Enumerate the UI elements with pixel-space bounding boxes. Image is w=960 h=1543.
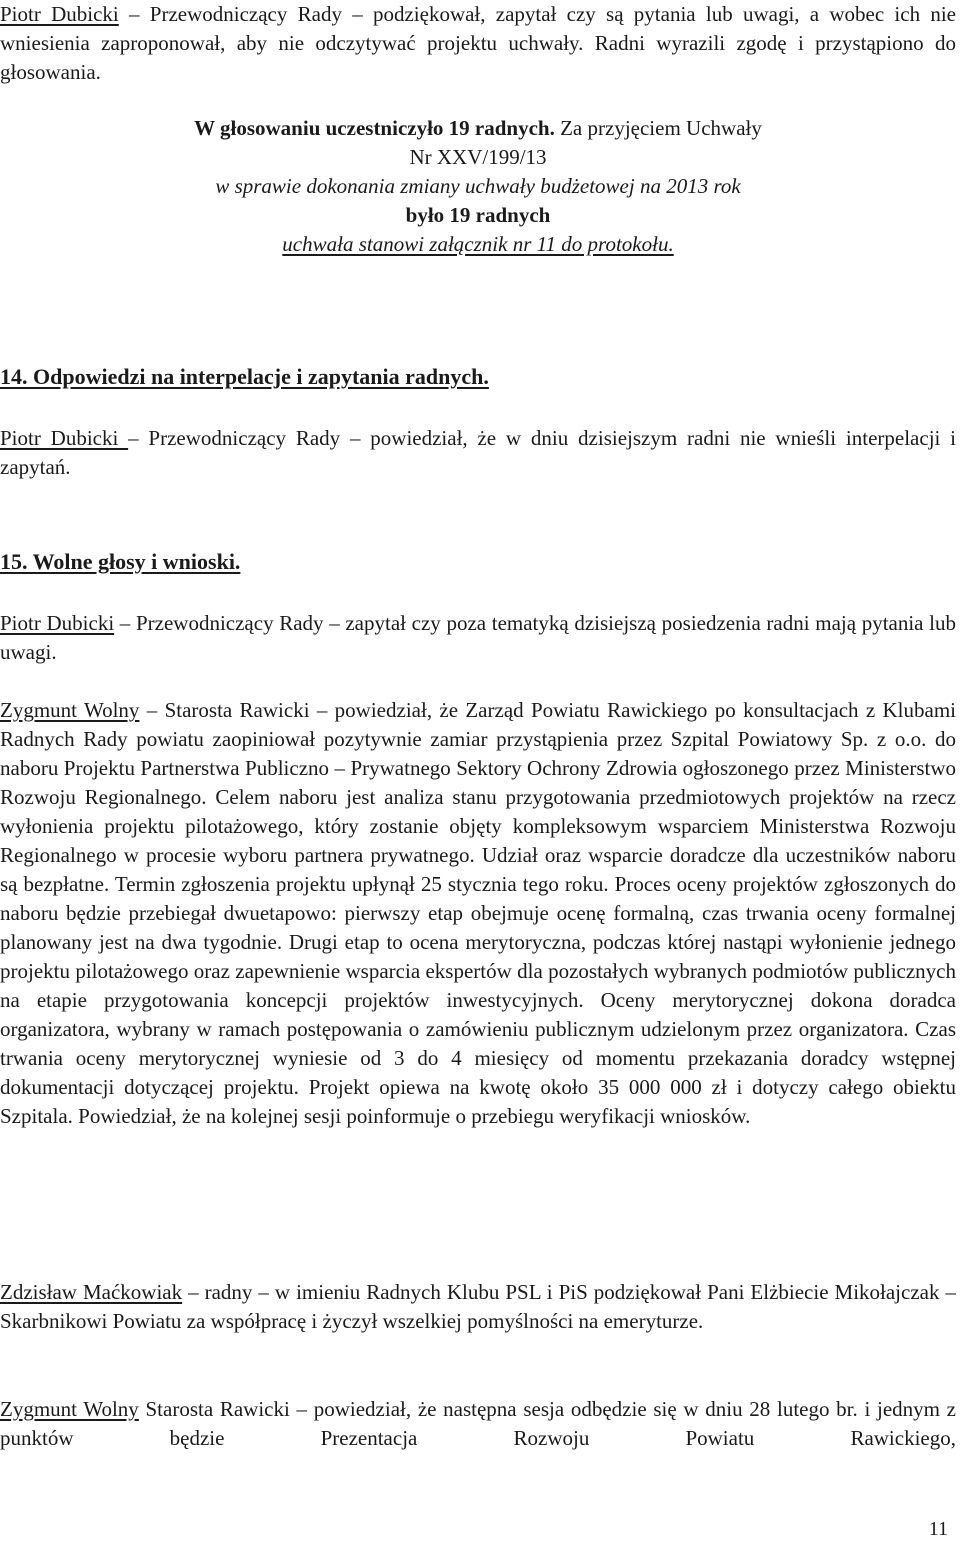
speaker-name: Zygmunt Wolny (0, 1397, 139, 1421)
speaker-name: Piotr Dubicki (0, 611, 115, 635)
speaker-name: Zygmunt Wolny (0, 698, 140, 722)
paragraph-text: Starosta Rawicki – powiedział, że następna sesja odbędzie się w dniu 28 lutego br. i jednym z punktów będzie Prezentacja Rozwoju Powiatu Rawickiego, (0, 1397, 957, 1450)
paragraph-text: – Starosta Rawicki – powiedział, że Zarząd Powiatu Rawickiego po konsultacjach z Klubami Radnych Rady powiatu zaopiniował pozytywnie zamiar przystąpienia przez Szpital Powiatowy Sp. z o.o. do naboru Projektu Partnerstwa Publiczno – Prywatnego Sektory Ochrony Zdrowia ogłoszonego przez Ministerstwo Rozwoju Regionalnego. Celem naboru jest analiza stanu przygotowania przedmiotowych projektów na rzecz wyłonienia projektu pilotażowego, który zostanie objęty kompleksowym wsparciem Ministerstwa Rozwoju Regionalnego w procesie wyboru partnera prywatnego. Udział oraz wsparcie doradcze dla uczestników naboru są bezpłatne. Termin zgłoszenia projektu upłynął 25 stycznia tego roku. Proces oceny projektów zgłoszonych do naboru będzie przebiegał dwuetapowo: pierwszy etap obejmuje ocenę formalną, czas trwania oceny formalnej planowany jest na dwa tygodnie. Drugi etap to ocena merytoryczna, podczas której nastąpi wyłonienie jednego projektu pilotażowego oraz zapewnienie wsparcia ekspertów dla pozostałych wybranych podmiotów publicznych na etapie przygotowania koncepcji projektów inwestycyjnych. Oceny merytorycznej dokona doradca organizatora, wybrany w ramach postępowania o zamówieniu publicznym udzielonym przez organizatora. Czas trwania oceny merytorycznej wyniesie od 3 do 4 miesięcy od momentu przekazania doradcy wstępnej dokumentacji dotyczącej projektu. Projekt opiewa na kwotę około 35 000 000 zł i dotyczy całego obiektu Szpitala. Powiedział, że na kolejnej sesji poinformuje o przebiegu weryfikacji wniosków. (0, 698, 956, 1128)
paragraph-wolny-next-session (0, 1395, 956, 1453)
paragraph-dubicki-interpellations: Piotr Dubicki – Przewodniczący Rady – powiedział, że w dniu dzisiejszym radni nie wnieśli interpelacji i zapytań. (0, 426, 957, 479)
vote-result-block (0, 114, 956, 259)
section-heading-15: 15. Wolne głosy i wnioski. (0, 549, 241, 574)
paragraph-dubicki-questions (0, 609, 956, 667)
speaker-name: Piotr Dubicki (0, 2, 119, 26)
vote-line-participants: W głosowaniu uczestniczyło 19 radnych. Za przyjęciem Uchwały (194, 116, 762, 140)
page-number: 11 (928, 1518, 948, 1540)
section-heading-14: 14. Odpowiedzi na interpelacje i zapytania radnych. (0, 364, 489, 389)
paragraph-wolny-hospital-project (0, 696, 956, 1131)
resolution-number: Nr XXV/199/13 (409, 145, 547, 169)
paragraph-text: – Przewodniczący Rady – zapytał czy poza tematyką dzisiejszą posiedzenia radni mają pytania lub uwagi. (0, 611, 956, 664)
paragraph-text: – Przewodniczący Rady – podziękował, zapytał czy są pytania lub uwagi, a wobec ich nie wniesienia zaproponował, aby nie odczytywać projektu uchwały. Radni wyrazili zgodę i przystąpiono do głosowania. (0, 2, 956, 84)
paragraph-text: Przewodniczący Rady – powiedział, że w dniu dzisiejszym radni nie wnieśli interpelacji i zapytań. (0, 426, 957, 479)
paragraph-dubicki-vote-intro (0, 0, 956, 87)
resolution-title: w sprawie dokonania zmiany uchwały budżetowej na 2013 rok (215, 174, 741, 198)
speaker-name: Piotr Dubicki (0, 426, 129, 450)
paragraph-mackowiak-thanks (0, 1278, 956, 1336)
vote-count: było 19 radnych (405, 203, 551, 227)
attachment-note: uchwała stanowi załącznik nr 11 do protokołu. (282, 232, 674, 256)
speaker-name: Zdzisław Maćkowiak (0, 1280, 183, 1304)
paragraph-text: – radny – w imieniu Radnych Klubu PSL i PiS podziękował Pani Elżbiecie Mikołajczak – Skarbnikowi Powiatu za współpracę i życzył wszelkiej pomyślności na emeryturze. (0, 1280, 956, 1333)
